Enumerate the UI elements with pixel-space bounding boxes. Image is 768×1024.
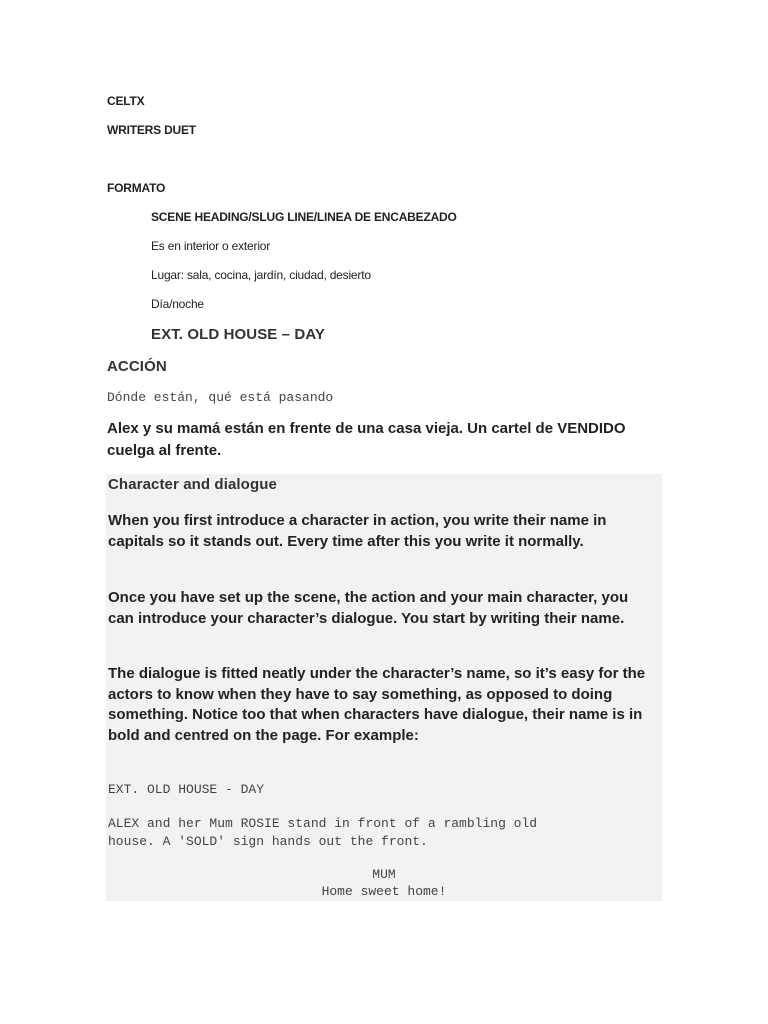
section-title-formato: FORMATO xyxy=(107,181,166,195)
formato-item-scene-heading: SCENE HEADING/SLUG LINE/LINEA DE ENCABEZADO xyxy=(151,210,457,224)
script-character-name: MUM xyxy=(372,867,396,882)
accion-subtitle: Dónde están, qué está pasando xyxy=(107,390,334,405)
list-item-celtx: CELTX xyxy=(107,94,145,108)
list-item-writers-duet: WRITERS DUET xyxy=(107,123,196,137)
formato-item-lugar: Lugar: sala, cocina, jardín, ciudad, desierto xyxy=(151,268,371,282)
example-scene-heading: EXT. OLD HOUSE – DAY xyxy=(151,326,325,343)
panel-paragraph-1: When you first introduce a character in action, you write their name in capitals so it stands out. Every time after this you write it normally. xyxy=(108,512,607,550)
panel-paragraph-2: Once you have set up the scene, the action and your main character, you can introduce your character’s dialogue. You start by writing their name. xyxy=(108,589,629,627)
script-action: ALEX and her Mum ROSIE stand in front of a rambling old house. A 'SOLD' sign hands out the front. xyxy=(108,816,538,849)
panel-paragraph-3: The dialogue is fitted neatly under the character’s name, so it’s easy for the actors to know when they have to say something, as opposed to doing something. Notice too that when characters have dialogue, their name is in bold and centred on the page. For example: xyxy=(108,665,646,744)
script-dialogue: Home sweet home! xyxy=(321,884,447,899)
formato-item-interior-exterior: Es en interior o exterior xyxy=(151,239,271,253)
section-title-accion: ACCIÓN xyxy=(107,358,167,375)
formato-item-dia-noche: Día/noche xyxy=(151,297,204,311)
accion-example: Alex y su mamá están en frente de una casa vieja. Un cartel de VENDIDO cuelga al frente. xyxy=(107,420,626,459)
script-scene-heading: EXT. OLD HOUSE - DAY xyxy=(108,782,265,797)
panel-title: Character and dialogue xyxy=(108,476,277,493)
